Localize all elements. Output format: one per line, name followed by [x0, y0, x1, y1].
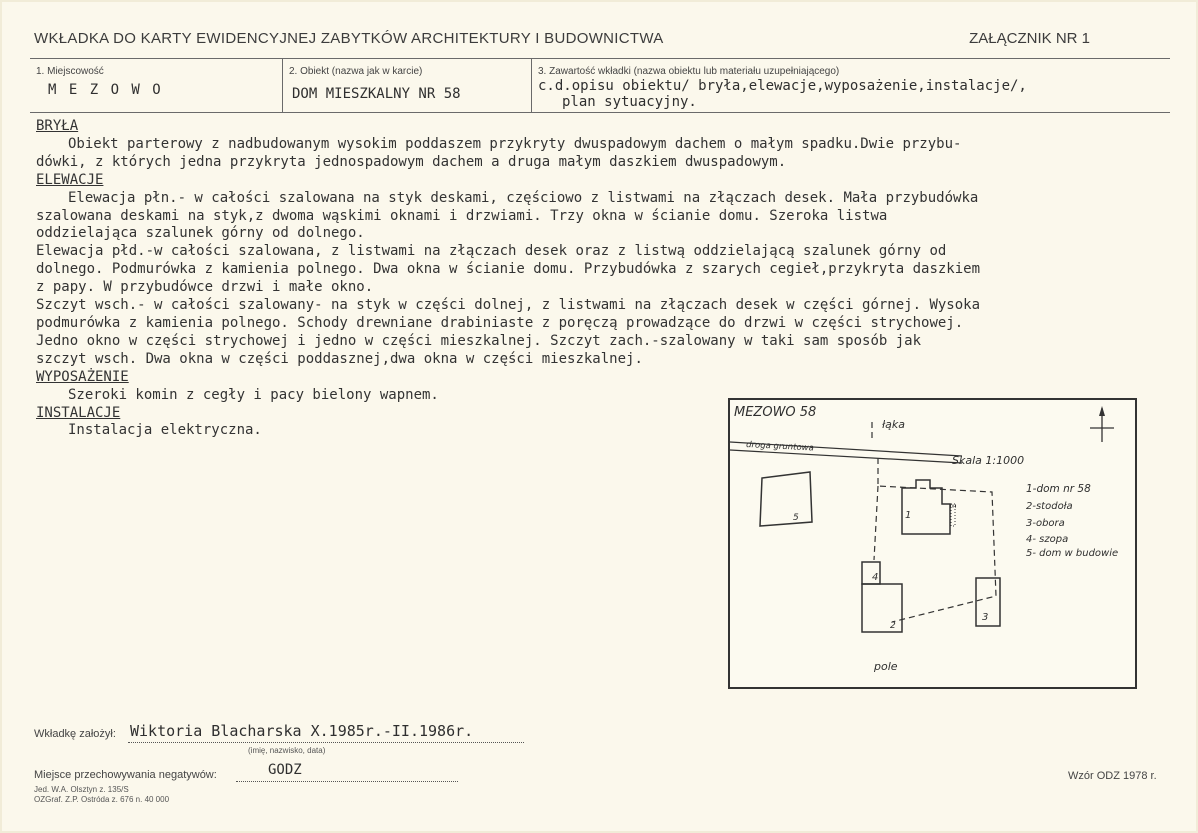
text-line [36, 261, 1166, 279]
text-line [36, 243, 1166, 261]
place-value: M E Z O W O [48, 82, 163, 98]
building-5 [760, 472, 812, 526]
road-label: droga gruntowa [745, 440, 815, 454]
section-heading-line [36, 118, 1166, 136]
text-line [36, 208, 1166, 226]
section-heading: ELEWACJE [36, 171, 104, 188]
table-divider-2 [531, 58, 532, 112]
boundary-line [874, 486, 878, 560]
section-heading: INSTALACJE [36, 404, 121, 421]
template-mark: Wzór ODZ 1978 r. [1068, 770, 1157, 782]
text-line [36, 225, 1166, 243]
author-label: Wkładkę założył: [34, 728, 116, 740]
map-legend [1026, 483, 1118, 559]
table-divider-1 [282, 58, 283, 112]
text-line [36, 136, 1166, 154]
section-heading: WYPOSAŻENIE [36, 368, 129, 385]
place-label: 1. Miejscowość [36, 66, 104, 77]
meadow-label: łąka [882, 418, 906, 431]
text-line-content: oddzielająca szalunek górny od dolnego. [36, 225, 365, 242]
text-line-content: Szczyt wsch.- w całości szalowany- na styk w części dolnej, z listwami na złączach desek w części górnej. Wysoka [36, 297, 981, 314]
text-line [36, 351, 1166, 369]
text-line [36, 154, 1166, 172]
text-line-content: Szeroki komin z cegły i pacy bielony wapnem. [68, 386, 439, 403]
building-2 [862, 584, 902, 632]
section-heading: BRYŁA [36, 118, 79, 134]
building-5-number: 5 [793, 513, 799, 523]
building-4-number: 4 [872, 572, 879, 583]
legend-item: 1-dom nr 58 [1026, 483, 1091, 495]
author-caption: (imię, nazwisko, data) [248, 746, 326, 755]
scale-label: Skala 1:1000 [952, 454, 1025, 467]
text-line-content: Elewacja płd.-w całości szalowana, z listwami na złączach desek oraz z listwą oddzielającą szalunek górny od [36, 243, 947, 260]
text-line [36, 279, 1166, 297]
text-line [36, 333, 1166, 351]
legend-item: 4- szopa [1026, 534, 1069, 545]
text-line [36, 297, 1166, 315]
field-label: pole [874, 660, 898, 673]
text-line-content: dolnego. Podmurówka z kamienia polnego. Dwa okna w ścianie domu. Przybudówka z szarych cegieł,przykryta daszkiem [36, 261, 981, 278]
section-heading-line [36, 369, 1166, 387]
contents-line-1: c.d.opisu obiektu/ bryła,elewacje,wyposażenie,instalacje/, [538, 78, 1027, 94]
text-line-content: Elewacja płn.- w całości szalowana na styk deskami, częściowo z listwami na złączach desek. Mała przybudówka [68, 189, 979, 206]
text-line-content: Instalacja elektryczna. [68, 422, 262, 439]
storage-label: Miejsce przechowywania negatywów: [34, 769, 217, 781]
print-info-2: OZGraf. Z.P. Ostróda z. 676 n. 40 000 [34, 795, 170, 804]
object-label: 2. Obiekt (nazwa jak w karcie) [289, 66, 423, 77]
storage-value: GODZ [268, 762, 302, 778]
contents-line-2: plan sytuacyjny. [562, 94, 697, 110]
table-top-rule [30, 58, 1170, 59]
text-line-content: szczyt wsch. Dwa okna w części poddasznej,dwa okna w części mieszkalnej. [36, 350, 643, 367]
text-line-content: dówki, z których jedna przykryta jednospadowym dachem a druga małym daszkiem dwuspadowym. [36, 153, 787, 170]
building-1 [902, 480, 950, 534]
building-3-number: 3 [982, 612, 989, 623]
boundary-line [878, 458, 996, 622]
text-line-content: szalowana deskami na styk,z dwoma wąskimi oknami i drzwiami. Trzy okna w ścianie domu. Szeroka listwa [36, 207, 888, 224]
card-title: WKŁADKA DO KARTY EWIDENCYJNEJ ZABYTKÓW ARCHITEKTURY I BUDOWNICTWA [34, 30, 664, 47]
legend-item: 5- dom w budowie [1026, 548, 1119, 559]
print-info-1: Jed. W.A. Olsztyn z. 135/S [34, 785, 129, 794]
legend-item: 3-obora [1026, 518, 1065, 529]
building-2-number: 2 [890, 621, 896, 631]
contents-label: 3. Zawartość wkładki (nazwa obiektu lub materiału uzupełniającego) [538, 66, 840, 77]
text-line-content: podmurówka z kamienia polnego. Schody drewniane drabiniaste z poręczą prowadzące do drzwi w części strychowej. [36, 314, 964, 331]
section-heading-line [36, 172, 1166, 190]
object-value: DOM MIESZKALNY NR 58 [292, 86, 461, 102]
text-line-content: Jedno okno w części strychowej i jedno w części mieszkalnej. Szczyt zach.-szalowany w taki sam sposób jak [36, 332, 922, 349]
text-line-content: Obiekt parterowy z nadbudowanym wysokim poddaszem przykryty dwuspadowym dachem o małym spadku.Dwie przybu- [68, 135, 962, 152]
storage-dotted-line [236, 781, 458, 782]
north-arrow-icon [1090, 406, 1114, 442]
text-line [36, 315, 1166, 333]
site-plan [728, 398, 1137, 689]
building-1-number: 1 [905, 510, 912, 521]
table-bottom-rule [30, 112, 1170, 113]
description-body [36, 118, 1166, 440]
author-dotted-line [128, 742, 524, 743]
legend-item: 2-stodoła [1026, 501, 1073, 512]
map-title: MEZOWO 58 [734, 405, 817, 420]
text-line-content: z papy. W przybudówce drzwi i małe okno. [36, 279, 374, 296]
text-line [36, 190, 1166, 208]
annex-number: ZAŁĄCZNIK NR 1 [969, 30, 1090, 47]
site-plan-drawing [730, 400, 1135, 687]
author-value: Wiktoria Blacharska X.1985r.-II.1986r. [130, 722, 474, 740]
